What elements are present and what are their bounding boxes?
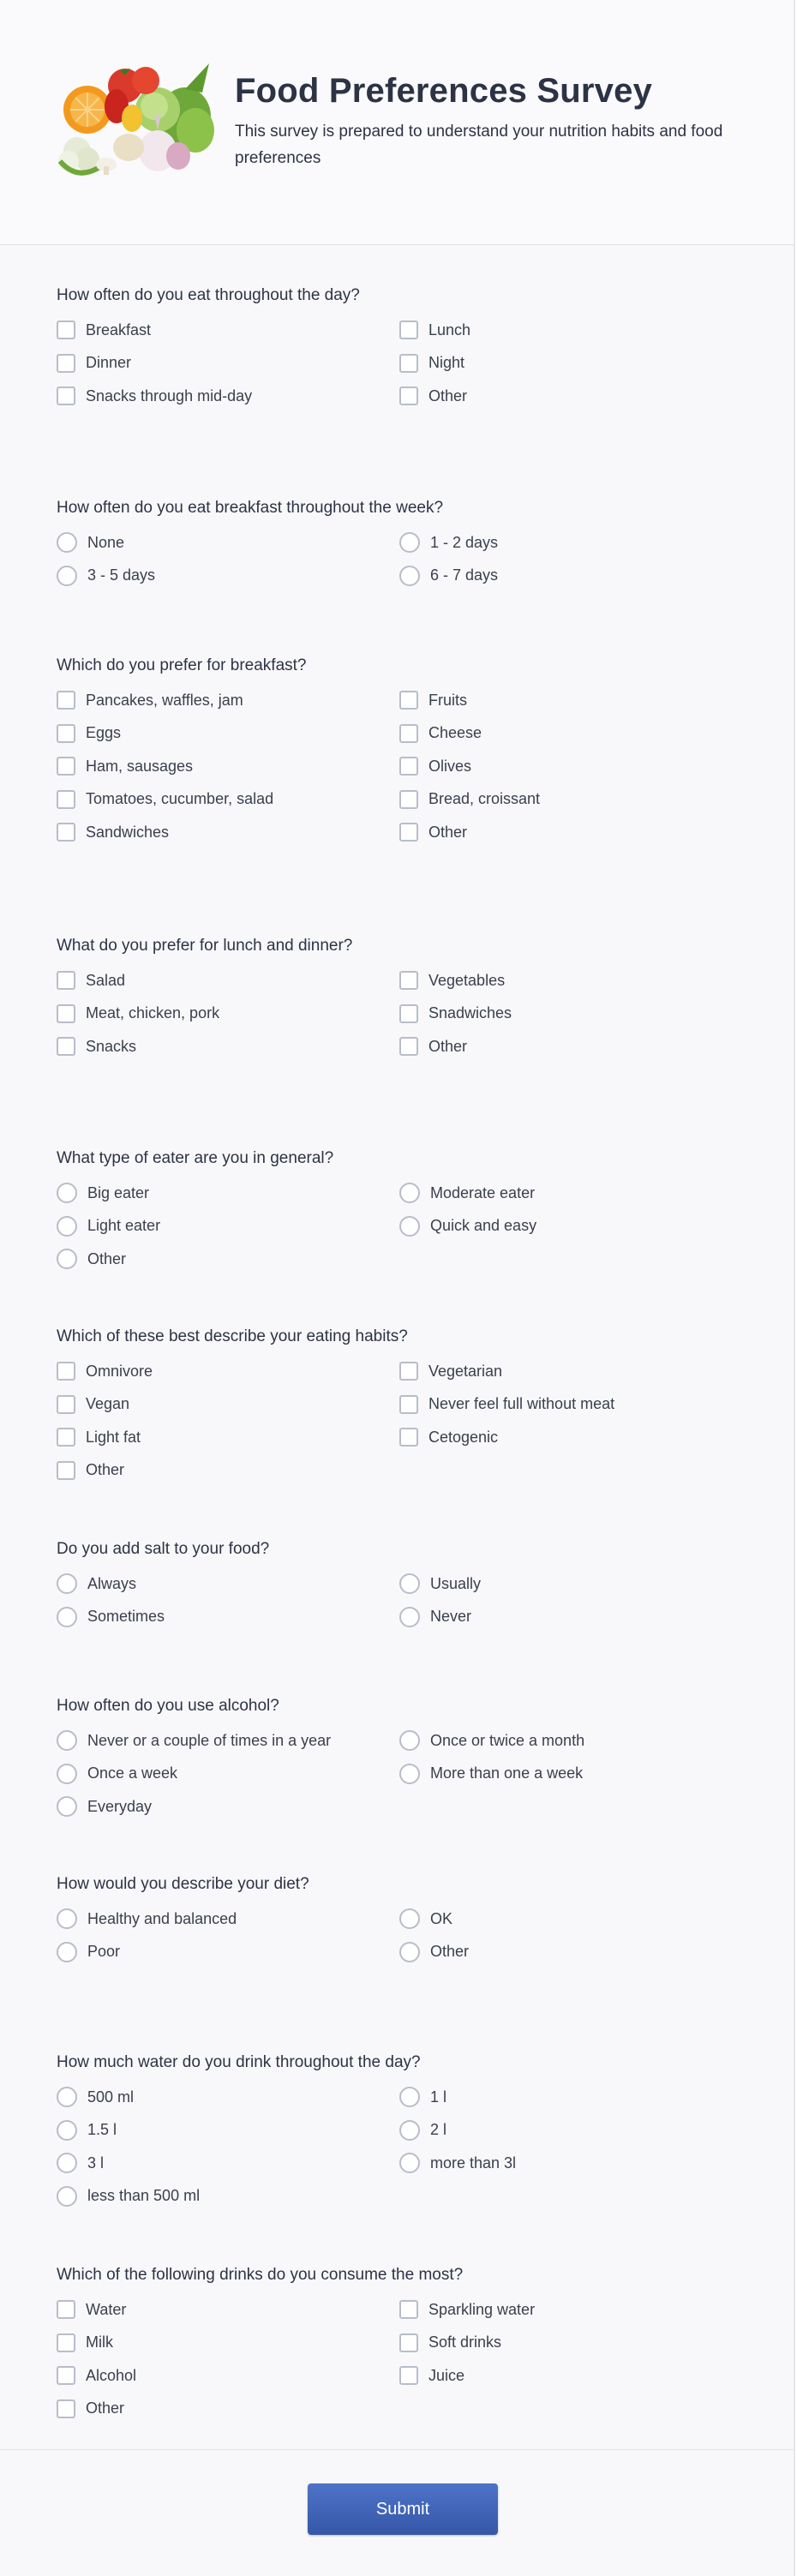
radio-button-icon[interactable] xyxy=(57,2120,77,2141)
radio-option[interactable] xyxy=(57,2186,399,2207)
option-label: Salad xyxy=(86,971,126,989)
radio-group xyxy=(57,1908,742,1974)
checkbox-icon[interactable] xyxy=(57,724,75,743)
checkbox-option[interactable] xyxy=(399,756,742,776)
checkbox-group xyxy=(57,320,742,419)
radio-button-icon[interactable] xyxy=(399,1573,420,1594)
option-label: Light eater xyxy=(87,1217,161,1234)
radio-button-icon[interactable] xyxy=(57,1796,77,1817)
radio-button-icon[interactable] xyxy=(399,1216,420,1237)
radio-option[interactable] xyxy=(399,1573,742,1594)
option-label: 2 l xyxy=(430,2121,447,2138)
checkbox-icon[interactable] xyxy=(57,1362,75,1381)
checkbox-icon[interactable] xyxy=(57,2300,75,2319)
option-label: Usually xyxy=(430,1574,482,1592)
checkbox-option[interactable] xyxy=(399,386,742,406)
checkbox-option[interactable] xyxy=(57,2365,399,2386)
option-label: Tomatoes, cucumber, salad xyxy=(86,790,274,807)
checkbox-icon[interactable] xyxy=(57,971,75,990)
radio-option[interactable] xyxy=(57,1249,399,1269)
question-label: Do you add salt to your food? xyxy=(57,1540,270,1558)
option-label: Omnivore xyxy=(86,1362,153,1380)
checkbox-option[interactable] xyxy=(57,386,399,406)
option-label: Always xyxy=(87,1574,137,1592)
checkbox-group xyxy=(57,2299,742,2431)
checkbox-icon[interactable] xyxy=(399,354,418,373)
checkbox-option[interactable] xyxy=(399,970,742,991)
checkbox-icon[interactable] xyxy=(399,321,418,339)
checkbox-option[interactable] xyxy=(57,1427,399,1447)
radio-group xyxy=(57,1573,742,1639)
radio-option[interactable] xyxy=(399,2120,742,2141)
radio-button-icon[interactable] xyxy=(57,1730,77,1751)
submit-button[interactable]: Submit xyxy=(308,2483,498,2535)
option-label: Fruits xyxy=(428,691,467,709)
option-label: Vegan xyxy=(86,1395,130,1412)
option-label: 6 - 7 days xyxy=(430,566,499,584)
option-label: Other xyxy=(86,1461,125,1478)
radio-button-icon[interactable] xyxy=(399,566,420,586)
option-label: less than 500 ml xyxy=(87,2187,201,2204)
option-label: Pancakes, waffles, jam xyxy=(86,691,243,709)
option-label: Sandwiches xyxy=(86,823,170,841)
page-subtitle: This survey is prepared to understand your nutrition habits and food preferences xyxy=(235,123,723,167)
form-header xyxy=(0,0,794,245)
checkbox-group xyxy=(57,690,742,855)
radio-button-icon[interactable] xyxy=(399,1942,420,1962)
option-label: Soft drinks xyxy=(428,2333,502,2351)
option-label: Olives xyxy=(428,757,472,775)
radio-group xyxy=(57,532,742,598)
option-label: Other xyxy=(428,386,468,404)
option-label: Snacks through mid-day xyxy=(86,386,253,404)
checkbox-option[interactable] xyxy=(57,690,399,710)
checkbox-option[interactable] xyxy=(399,320,742,340)
question-label: How often do you use alcohol? xyxy=(57,1697,279,1715)
radio-option[interactable] xyxy=(399,2087,742,2107)
option-label: Snadwiches xyxy=(428,1004,512,1021)
option-label: Water xyxy=(86,2300,127,2318)
checkbox-option[interactable] xyxy=(57,2399,399,2419)
checkbox-option[interactable] xyxy=(57,723,399,744)
radio-button-icon[interactable] xyxy=(57,1249,77,1269)
question-label: Which of the following drinks do you consume the most? xyxy=(57,2266,464,2284)
option-label: Cheese xyxy=(428,724,482,741)
radio-option[interactable] xyxy=(57,2153,399,2173)
option-label: 1.5 l xyxy=(87,2121,117,2138)
radio-button-icon[interactable] xyxy=(57,1607,77,1627)
radio-button-icon[interactable] xyxy=(57,1573,77,1594)
checkbox-icon[interactable] xyxy=(57,691,75,710)
radio-button-icon[interactable] xyxy=(57,2186,77,2207)
option-label: Dinner xyxy=(86,354,132,371)
radio-button-icon[interactable] xyxy=(57,532,77,553)
checkbox-icon[interactable] xyxy=(399,823,418,842)
radio-option[interactable] xyxy=(57,1573,399,1594)
checkbox-icon[interactable] xyxy=(399,790,418,809)
checkbox-icon[interactable] xyxy=(399,724,418,743)
radio-option[interactable] xyxy=(399,1764,742,1784)
radio-button-icon[interactable] xyxy=(399,2120,420,2141)
question-2 xyxy=(57,498,742,598)
checkbox-icon[interactable] xyxy=(57,790,75,809)
question-label: How often do you eat breakfast throughout the week? xyxy=(57,499,444,517)
question-7 xyxy=(57,1539,742,1639)
footer-divider xyxy=(0,2449,794,2450)
option-label: Ham, sausages xyxy=(86,757,194,775)
checkbox-icon[interactable] xyxy=(399,2333,418,2352)
checkbox-icon[interactable] xyxy=(399,1037,418,1056)
checkbox-icon[interactable] xyxy=(57,2333,75,2352)
question-label: How would you describe your diet? xyxy=(57,1875,309,1893)
option-label: Snacks xyxy=(86,1037,137,1055)
radio-button-icon[interactable] xyxy=(399,2087,420,2107)
radio-button-icon[interactable] xyxy=(57,1183,77,1203)
checkbox-icon[interactable] xyxy=(399,757,418,776)
question-4 xyxy=(57,936,742,1069)
radio-group xyxy=(57,1183,742,1282)
radio-option[interactable] xyxy=(57,1607,399,1627)
checkbox-icon[interactable] xyxy=(399,1004,418,1023)
checkbox-icon[interactable] xyxy=(57,1395,75,1414)
option-label: 3 l xyxy=(87,2154,105,2172)
checkbox-option[interactable] xyxy=(399,353,742,374)
option-label: Meat, chicken, pork xyxy=(86,1004,220,1021)
option-label: None xyxy=(87,533,125,551)
radio-button-icon[interactable] xyxy=(57,566,77,586)
checkbox-option[interactable] xyxy=(57,756,399,776)
checkbox-icon[interactable] xyxy=(57,823,75,842)
radio-group xyxy=(57,1730,742,1830)
checkbox-option[interactable] xyxy=(399,1361,742,1381)
checkbox-group xyxy=(57,1361,742,1493)
option-label: 3 - 5 days xyxy=(87,566,156,584)
checkbox-option[interactable] xyxy=(399,2299,742,2320)
radio-button-icon[interactable] xyxy=(399,1764,420,1784)
checkbox-option[interactable] xyxy=(399,723,742,744)
option-label: Sparkling water xyxy=(428,2300,536,2318)
radio-button-icon[interactable] xyxy=(399,532,420,553)
checkbox-option[interactable] xyxy=(399,822,742,842)
checkbox-option[interactable] xyxy=(57,1003,399,1024)
radio-option[interactable] xyxy=(57,1942,399,1962)
checkbox-icon[interactable] xyxy=(399,386,418,405)
checkbox-icon[interactable] xyxy=(399,691,418,710)
option-label: Milk xyxy=(86,2333,113,2351)
radio-button-icon[interactable] xyxy=(57,1942,77,1962)
option-label: Light fat xyxy=(86,1428,141,1446)
checkbox-option[interactable] xyxy=(57,320,399,340)
checkbox-option[interactable] xyxy=(57,1036,399,1057)
question-label: What type of eater are you in general? xyxy=(57,1149,334,1167)
radio-option[interactable] xyxy=(57,1908,399,1929)
checkbox-option[interactable] xyxy=(57,789,399,810)
option-label: Healthy and balanced xyxy=(87,1909,237,1927)
radio-button-icon[interactable] xyxy=(57,1764,77,1784)
radio-option[interactable] xyxy=(399,1183,742,1203)
option-label: Cetogenic xyxy=(428,1428,499,1446)
radio-option[interactable] xyxy=(399,1730,742,1751)
radio-option[interactable] xyxy=(57,2120,399,2141)
question-label: What do you prefer for lunch and dinner? xyxy=(57,937,353,955)
radio-option[interactable] xyxy=(399,532,742,553)
radio-option[interactable] xyxy=(57,566,399,586)
option-label: Moderate eater xyxy=(430,1183,536,1201)
question-11 xyxy=(57,2265,742,2431)
checkbox-icon[interactable] xyxy=(57,1461,75,1480)
question-10 xyxy=(57,2052,742,2219)
option-label: Vegetarian xyxy=(428,1362,503,1380)
radio-option[interactable] xyxy=(57,532,399,553)
question-3 xyxy=(57,656,742,855)
radio-button-icon[interactable] xyxy=(399,1908,420,1929)
question-8 xyxy=(57,1696,742,1830)
radio-button-icon[interactable] xyxy=(399,1607,420,1627)
checkbox-option[interactable] xyxy=(57,1394,399,1415)
question-label: How often do you eat throughout the day? xyxy=(57,286,360,304)
checkbox-option[interactable] xyxy=(399,789,742,810)
checkbox-option[interactable] xyxy=(57,1460,399,1481)
checkbox-icon[interactable] xyxy=(57,1037,75,1056)
checkbox-icon[interactable] xyxy=(399,971,418,990)
radio-button-icon[interactable] xyxy=(57,2087,77,2107)
radio-option[interactable] xyxy=(399,1216,742,1237)
option-label: Alcohol xyxy=(86,2366,137,2384)
checkbox-option[interactable] xyxy=(399,1394,742,1415)
radio-button-icon[interactable] xyxy=(399,2153,420,2173)
radio-option[interactable] xyxy=(57,1796,399,1817)
option-label: Poor xyxy=(87,1943,121,1960)
radio-option[interactable] xyxy=(399,1942,742,1962)
checkbox-icon[interactable] xyxy=(57,1428,75,1447)
radio-group xyxy=(57,2087,742,2219)
radio-button-icon[interactable] xyxy=(399,1183,420,1203)
checkbox-option[interactable] xyxy=(399,1036,742,1057)
checkbox-option[interactable] xyxy=(399,1003,742,1024)
option-label: 500 ml xyxy=(87,2088,135,2106)
question-1 xyxy=(57,285,742,419)
radio-option[interactable] xyxy=(399,1908,742,1929)
checkbox-icon[interactable] xyxy=(399,2300,418,2319)
option-label: More than one a week xyxy=(430,1764,584,1782)
checkbox-icon[interactable] xyxy=(399,1362,418,1381)
option-label: Never or a couple of times in a year xyxy=(87,1731,332,1749)
option-label: Lunch xyxy=(428,321,471,338)
option-label: Other xyxy=(87,1249,127,1267)
radio-option[interactable] xyxy=(57,1730,399,1751)
option-label: Once or twice a month xyxy=(430,1731,585,1749)
option-label: Bread, croissant xyxy=(428,790,541,807)
question-5 xyxy=(57,1148,742,1282)
option-label: Sometimes xyxy=(87,1608,165,1625)
radio-button-icon[interactable] xyxy=(57,1908,77,1929)
checkbox-option[interactable] xyxy=(399,1427,742,1447)
radio-option[interactable] xyxy=(399,2153,742,2173)
radio-option[interactable] xyxy=(57,1764,399,1784)
page-title: Food Preferences Survey xyxy=(235,72,653,110)
option-label: Other xyxy=(430,1943,470,1960)
option-label: Other xyxy=(86,2399,125,2417)
question-label: How much water do you drink throughout the day? xyxy=(57,2053,421,2071)
question-6 xyxy=(57,1327,742,1493)
option-label: Night xyxy=(428,354,465,371)
vegetables-illustration xyxy=(57,55,216,183)
checkbox-icon[interactable] xyxy=(57,2366,75,2385)
radio-button-icon[interactable] xyxy=(57,2153,77,2173)
checkbox-icon[interactable] xyxy=(57,1004,75,1023)
checkbox-option[interactable] xyxy=(57,822,399,842)
radio-option[interactable] xyxy=(57,1216,399,1237)
radio-option[interactable] xyxy=(57,1183,399,1203)
question-label: Which of these best describe your eating habits? xyxy=(57,1327,408,1345)
option-label: Everyday xyxy=(87,1797,153,1815)
option-label: Other xyxy=(428,1037,468,1055)
option-label: Eggs xyxy=(86,724,122,741)
checkbox-option[interactable] xyxy=(57,1361,399,1381)
option-label: 1 l xyxy=(430,2088,447,2106)
option-label: Breakfast xyxy=(86,321,152,338)
checkbox-option[interactable] xyxy=(399,2333,742,2353)
radio-option[interactable] xyxy=(399,1607,742,1627)
question-9 xyxy=(57,1874,742,1974)
checkbox-icon[interactable] xyxy=(57,2399,75,2418)
option-label: Quick and easy xyxy=(430,1217,537,1234)
option-label: more than 3l xyxy=(430,2154,517,2172)
checkbox-option[interactable] xyxy=(399,690,742,710)
checkbox-icon[interactable] xyxy=(399,2366,418,2385)
option-label: Never feel full without meat xyxy=(428,1395,615,1412)
option-label: Other xyxy=(428,823,468,841)
checkbox-option[interactable] xyxy=(57,970,399,991)
checkbox-option[interactable] xyxy=(57,2333,399,2353)
radio-option[interactable] xyxy=(57,2087,399,2107)
checkbox-group xyxy=(57,970,742,1069)
checkbox-option[interactable] xyxy=(57,353,399,374)
option-label: Once a week xyxy=(87,1764,178,1782)
checkbox-icon[interactable] xyxy=(57,321,75,339)
radio-option[interactable] xyxy=(399,566,742,586)
option-label: OK xyxy=(430,1909,453,1927)
checkbox-icon[interactable] xyxy=(57,354,75,373)
checkbox-icon[interactable] xyxy=(399,1428,418,1447)
checkbox-option[interactable] xyxy=(399,2365,742,2386)
option-label: Big eater xyxy=(87,1183,150,1201)
checkbox-option[interactable] xyxy=(57,2299,399,2320)
option-label: Juice xyxy=(428,2366,465,2384)
option-label: 1 - 2 days xyxy=(430,533,499,551)
radio-button-icon[interactable] xyxy=(399,1730,420,1751)
checkbox-icon[interactable] xyxy=(399,1395,418,1414)
radio-button-icon[interactable] xyxy=(57,1216,77,1237)
checkbox-icon[interactable] xyxy=(57,757,75,776)
checkbox-icon[interactable] xyxy=(57,386,75,405)
option-label: Never xyxy=(430,1608,472,1625)
question-label: Which do you prefer for breakfast? xyxy=(57,656,307,674)
option-label: Vegetables xyxy=(428,971,506,989)
